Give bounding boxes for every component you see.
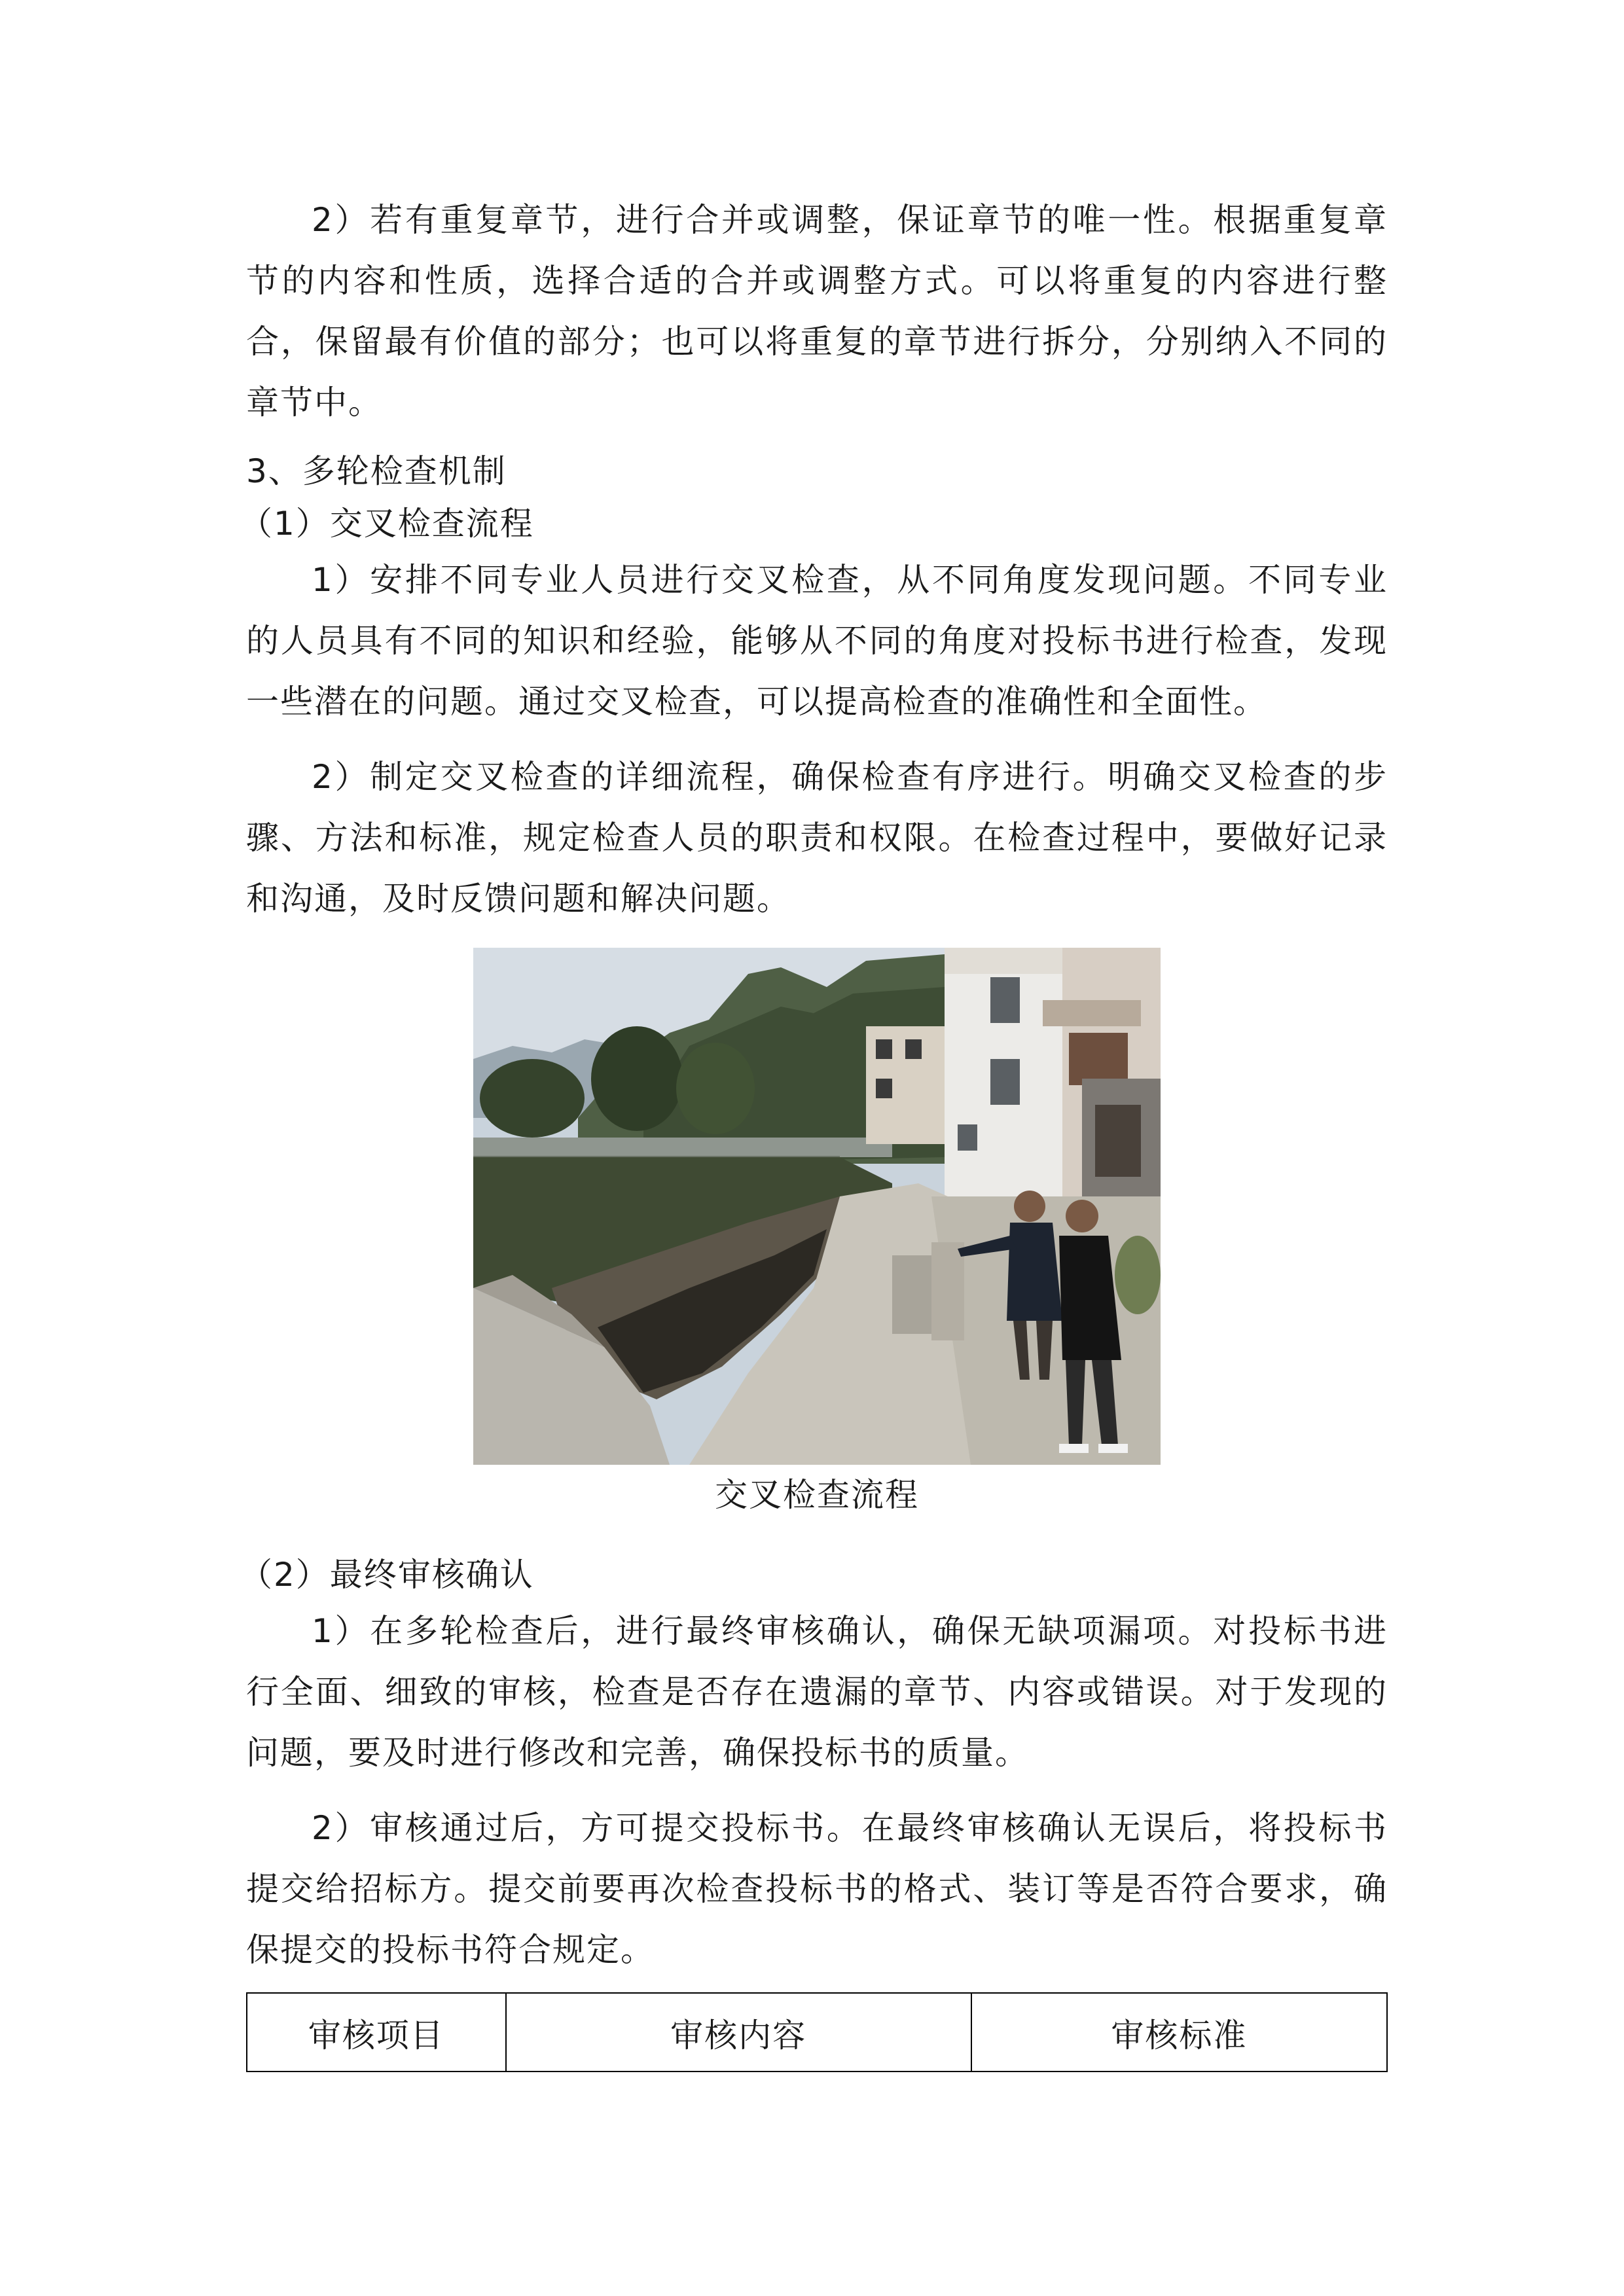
table-header-review-content: 审核内容 xyxy=(506,1993,971,2072)
review-table xyxy=(246,1992,1388,2072)
paragraph-final-review: 1）在多轮检查后，进行最终审核确认，确保无缺项漏项。对投标书进行全面、细致的审核，检查是否存在遗漏的章节、内容或错误。对于发现的问题，要及时进行修改和完善，确保投标书的质量。 xyxy=(246,1612,1388,1772)
subsection-heading-cross-check: （1）交叉检查流程 xyxy=(240,505,534,543)
subsection-heading-final-review: （2）最终审核确认 xyxy=(240,1556,534,1594)
section-heading-multi-round-check: 3、多轮检查机制 xyxy=(246,452,507,490)
figure-cross-check xyxy=(246,948,1388,1521)
site-inspection-photo xyxy=(473,948,1161,1465)
table-header-row xyxy=(247,1993,1387,2072)
paragraph-submission: 2）审核通过后，方可提交投标书。在最终审核确认无误后，将投标书提交给招标方。提交前要再次检查投标书的格式、装订等是否符合要求，确保提交的投标书符合规定。 xyxy=(246,1809,1388,1969)
document-page xyxy=(240,190,1388,2072)
table-header-review-item: 审核项目 xyxy=(247,1993,506,2072)
paragraph-cross-check-staff: 1）安排不同专业人员进行交叉检查，从不同角度发现问题。不同专业的人员具有不同的知识和经验，能够从不同的角度对投标书进行检查，发现一些潜在的问题。通过交叉检查，可以提高检查的准确性和全面性。 xyxy=(246,561,1388,721)
paragraph-duplicate-chapters: 2）若有重复章节，进行合并或调整，保证章节的唯一性。根据重复章节的内容和性质，选择合适的合并或调整方式。可以将重复的内容进行整合，保留最有价值的部分；也可以将重复的章节进行拆分，分别纳入不同的章节中。 xyxy=(246,201,1388,422)
table-header-review-standard: 审核标准 xyxy=(971,1993,1387,2072)
paragraph-cross-check-process: 2）制定交叉检查的详细流程，确保检查有序进行。明确交叉检查的步骤、方法和标准，规定检查人员的职责和权限。在检查过程中，要做好记录和沟通，及时反馈问题和解决问题。 xyxy=(246,758,1388,918)
figure-caption: 交叉检查流程 xyxy=(715,1476,919,1514)
